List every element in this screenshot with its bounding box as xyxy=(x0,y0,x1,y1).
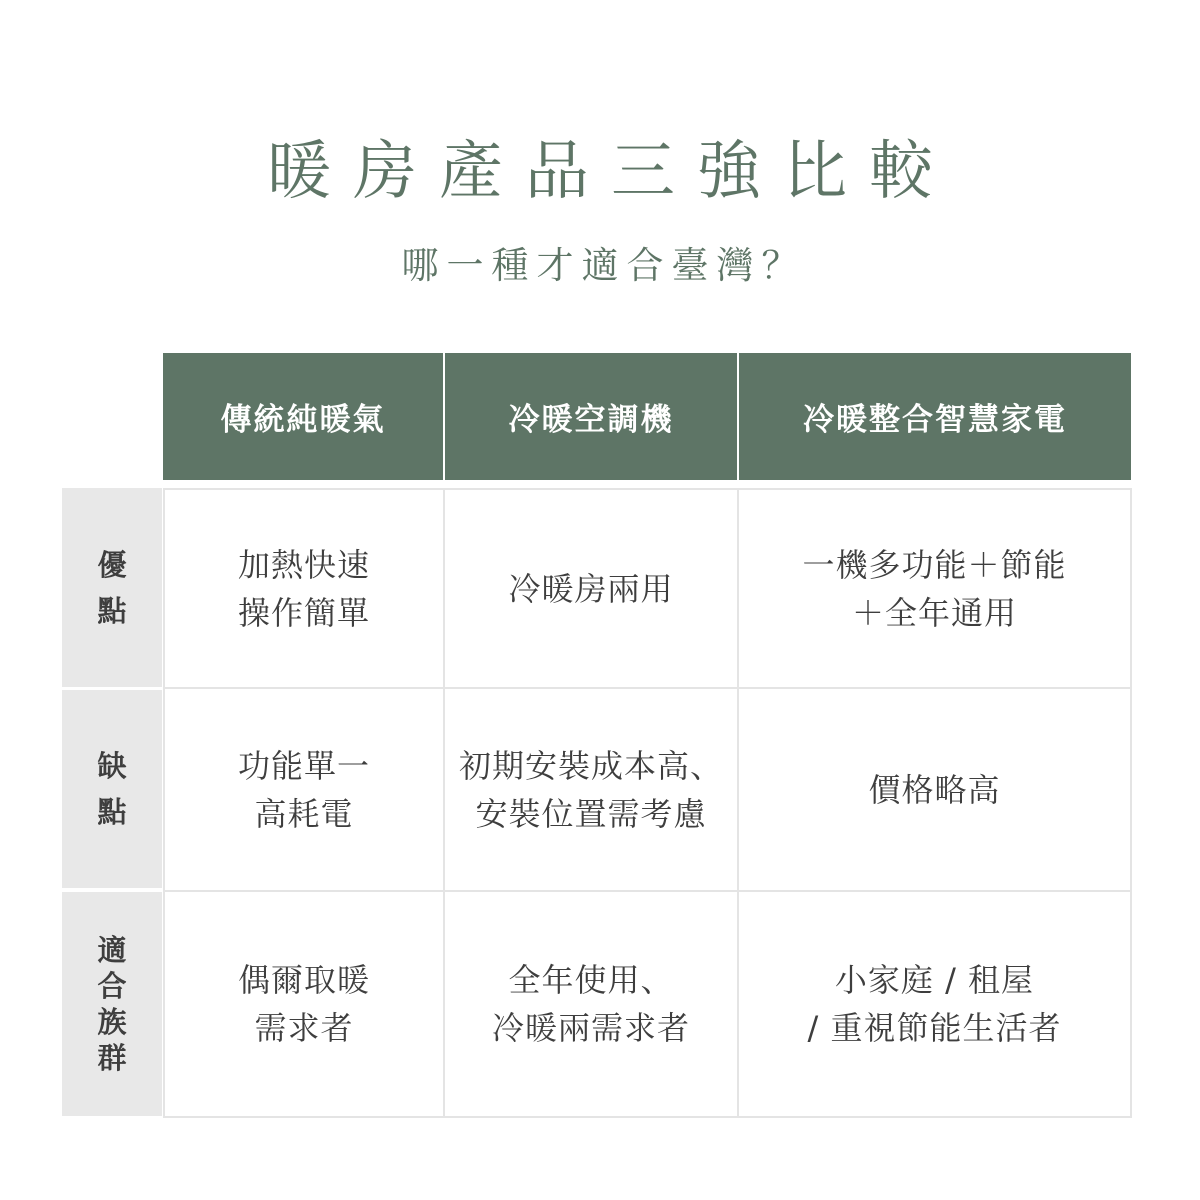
row-label-target-users xyxy=(62,892,162,1116)
cell-text-line: 操作簡單 xyxy=(237,593,370,632)
cell-text-line: 加熱快速 xyxy=(237,545,370,584)
cell-text-line: 偶爾取暖 xyxy=(237,961,370,999)
table-cell xyxy=(163,890,445,1118)
row-label-cons xyxy=(62,690,162,888)
cell-text-line: 一機多功能＋節能 xyxy=(802,545,1067,584)
table-cell xyxy=(443,488,739,689)
cell-text-line: 高耗電 xyxy=(254,794,354,833)
row-label-pros xyxy=(62,488,162,687)
column-header-smart-appliance xyxy=(739,353,1131,480)
cell-text-line: 小家庭 / 租屋 xyxy=(834,961,1035,999)
column-header-traditional-heater xyxy=(163,353,443,480)
table-cell xyxy=(443,687,739,892)
column-header-label: 冷暖整合智慧家電 xyxy=(803,402,1067,438)
page-subtitle: 哪一種才適合臺灣？ xyxy=(401,244,807,287)
cell-text-line: 冷暖房兩用 xyxy=(508,569,674,608)
cell-text-line: 安裝位置需考慮 xyxy=(475,794,707,833)
table-cell xyxy=(737,488,1132,689)
cell-text-line: / 重視節能生活者 xyxy=(807,1009,1062,1047)
row-label-char: 點 xyxy=(97,593,127,628)
table-cell xyxy=(163,687,445,892)
row-label-char: 合 xyxy=(97,969,127,1003)
table-cell xyxy=(737,890,1132,1118)
row-label-char: 群 xyxy=(97,1041,127,1075)
cell-text-line: 功能單一 xyxy=(237,746,370,785)
row-label-char: 點 xyxy=(97,795,127,829)
column-header-label: 冷暖空調機 xyxy=(508,402,674,438)
row-label-char: 族 xyxy=(97,1005,127,1039)
cell-text-line: 價格略高 xyxy=(868,770,1001,809)
table-cell xyxy=(443,890,739,1118)
column-header-air-conditioner xyxy=(445,353,737,480)
row-label-char: 適 xyxy=(97,933,127,967)
cell-text-line: 初期安裝成本高、 xyxy=(458,746,723,785)
cell-text-line: ＋全年通用 xyxy=(851,593,1017,632)
column-header-label: 傳統純暖氣 xyxy=(220,402,386,438)
table-cell xyxy=(163,488,445,689)
cell-text-line: 冷暖兩需求者 xyxy=(491,1009,690,1047)
page-title: 暖房產品三強比較 xyxy=(267,135,955,209)
row-label-char: 優 xyxy=(97,547,127,582)
row-label-char: 缺 xyxy=(97,749,127,783)
cell-text-line: 需求者 xyxy=(254,1009,354,1047)
cell-text-line: 全年使用、 xyxy=(508,961,674,999)
table-cell xyxy=(737,687,1132,892)
